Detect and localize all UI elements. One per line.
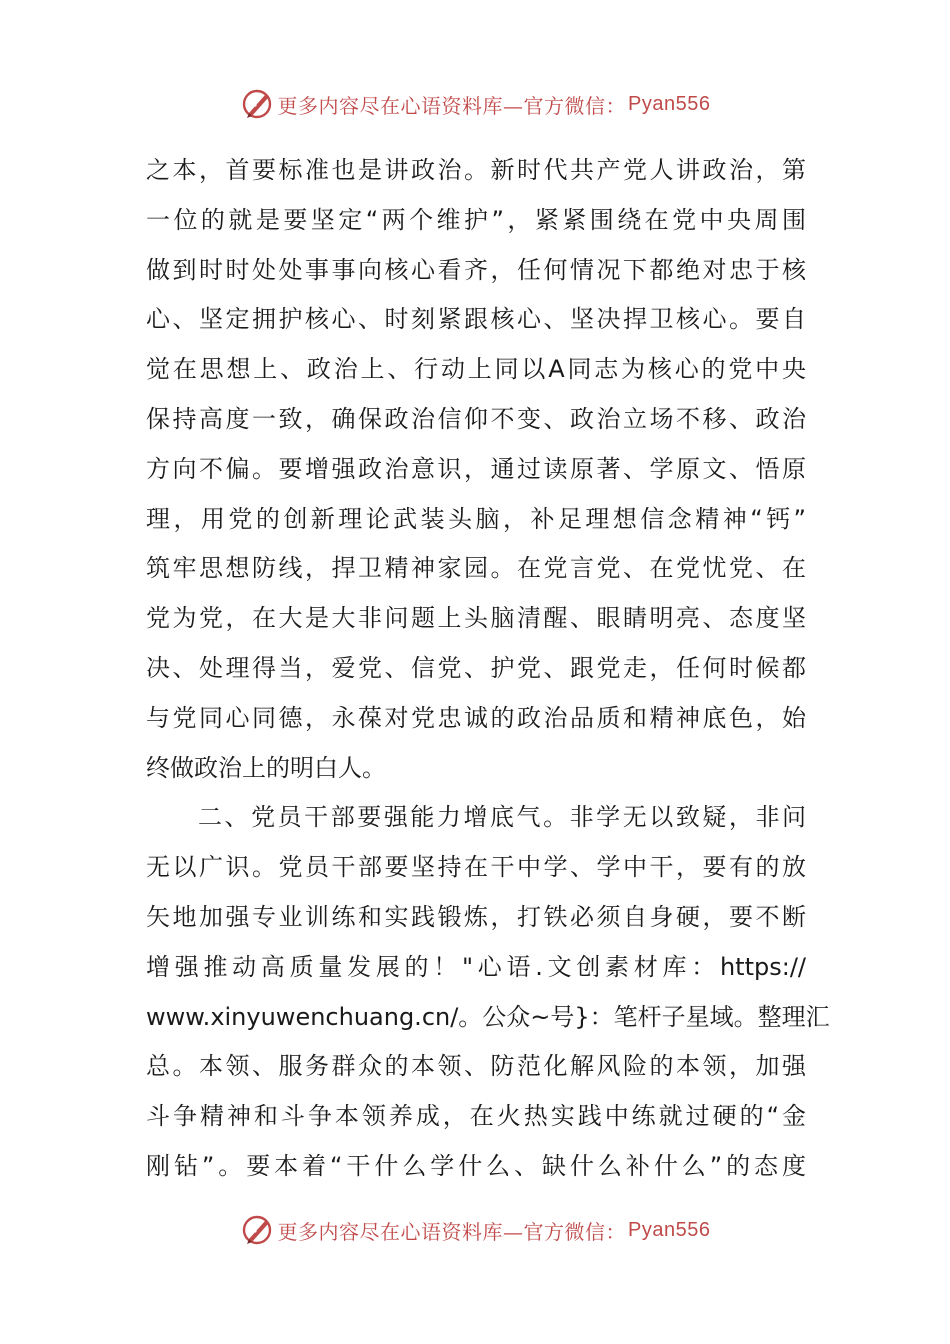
body-line: www.xinyuwenchuang.cn/。公众~号}：笔杆子星域。整理汇 (146, 1002, 830, 1031)
body-line: 党为党，在大是大非问题上头脑清醒、眼睛明亮、态度坚 (146, 604, 806, 633)
body-line: 与党同心同德，永葆对党忠诚的政治品质和精神底色，始 (146, 703, 806, 732)
body-line: 刚钻”。要本着“干什么学什么、缺什么补什么”的态度 (146, 1151, 806, 1180)
body-line: 之本，首要标准也是讲政治。新时代共产党人讲政治，第 (146, 156, 806, 184)
section-heading-line: 二、党员干部要强能力增底气。非学无以致疑，非问 (198, 803, 806, 832)
body-line: 心、坚定拥护核心、时刻紧跟核心、坚决捍卫核心。要自 (146, 305, 806, 334)
body-line: 无以广识。党员干部要坚持在干中学、学中干，要有的放 (146, 853, 806, 882)
body-line: 决、处理得当，爱党、信党、护党、跟党走，任何时候都 (146, 653, 806, 682)
body-line: 增强推动高质量发展的！"心语.文创素材库：https:// (146, 952, 806, 981)
header-wechat-id: Pyan556 (628, 92, 711, 115)
body-line: 保持高度一致，确保政治信仰不变、政治立场不移、政治 (146, 404, 806, 433)
body-line: 斗争精神和斗争本领养成，在火热实践中练就过硬的“金 (146, 1102, 806, 1131)
pen-circle-logo-icon (240, 87, 274, 121)
footer-watermark-banner (0, 1210, 950, 1250)
header-watermark-banner (0, 84, 950, 124)
body-line: 理，用党的创新理论武装头脑，补足理想信念精神“钙” (146, 504, 806, 533)
body-line: 做到时时处处事事向核心看齐，任何情况下都绝对忠于核 (146, 255, 806, 284)
body-line: 终做政治上的明白人。 (146, 753, 386, 782)
pen-circle-logo-icon (240, 1213, 274, 1247)
footer-banner-text: 更多内容尽在心语资料库—官方微信： (277, 1219, 627, 1244)
document-body (146, 146, 830, 1192)
body-line: 矢地加强专业训练和实践锻炼，打铁必须自身硬，要不断 (146, 902, 806, 931)
body-line: 一位的就是要坚定“两个维护”，紧紧围绕在党中央周围 (146, 205, 806, 234)
body-line: 筑牢思想防线，捍卫精神家园。在党言党、在党忧党、在 (146, 554, 806, 583)
body-line: 总。本领、服务群众的本领、防范化解风险的本领，加强 (146, 1052, 806, 1081)
footer-wechat-id: Pyan556 (628, 1218, 711, 1241)
body-line: 方向不偏。要增强政治意识，通过读原著、学原文、悟原 (146, 454, 806, 483)
body-line: 觉在思想上、政治上、行动上同以A同志为核心的党中央 (146, 355, 806, 384)
header-banner-text: 更多内容尽在心语资料库—官方微信： (277, 93, 627, 118)
